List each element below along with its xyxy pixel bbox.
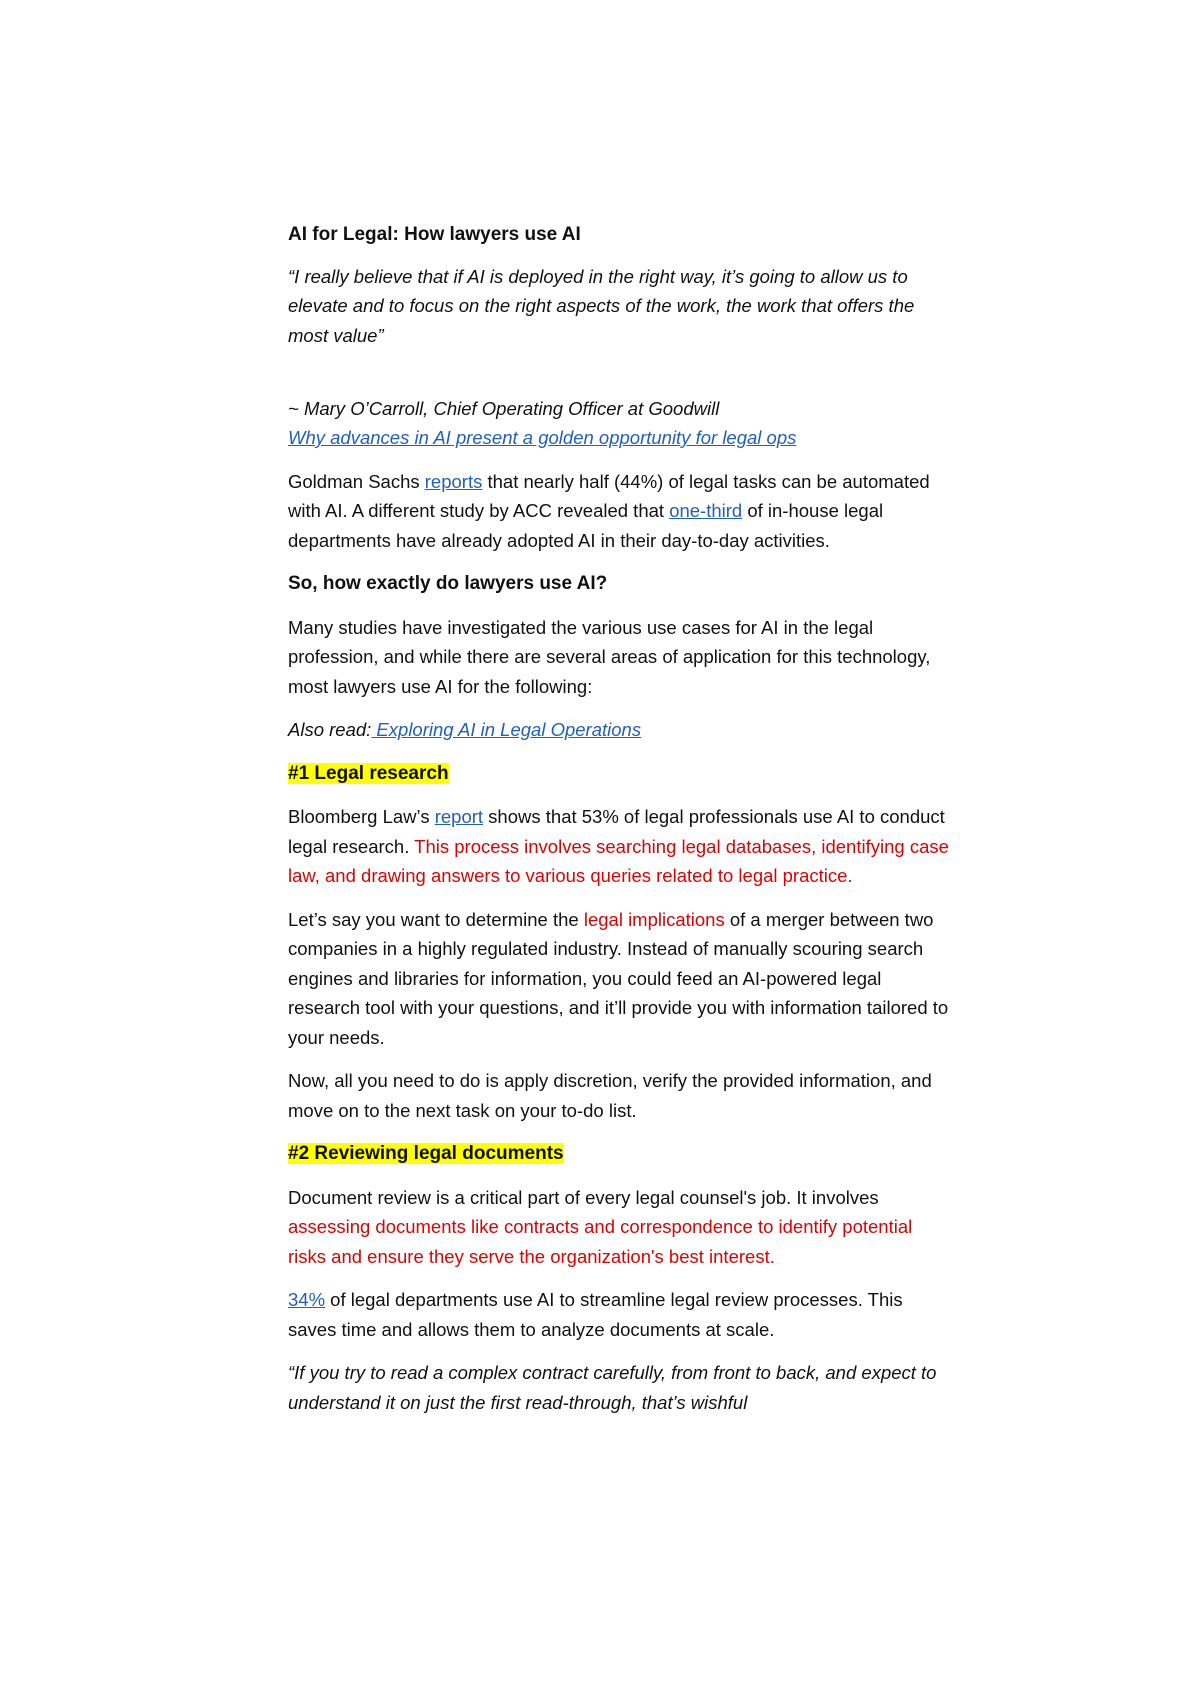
- text: of a merger between two companies in a highly regulated industry. Instead of manually scouring search engines and libraries for information, you could feed an AI-powered legal research tool with your questions, and it’ll provide you with information tailored to your needs.: [288, 908, 949, 1048]
- highlighted-heading: #1 Legal research: [288, 762, 449, 784]
- subheading: So, how exactly do lawyers use AI?: [288, 573, 608, 594]
- red-text: legal implications: [583, 908, 725, 930]
- text: that nearly half (44%) of legal tasks can be automated with AI. A different study by ACC revealed that: [288, 470, 930, 521]
- exploring-ai-link[interactable]: Exploring AI in Legal Operations: [371, 719, 642, 740]
- text: of legal departments use AI to streamline legal review processes. This saves time and allows them to analyze documents at scale.: [288, 1289, 903, 1340]
- paragraph-use-cases: Many studies have investigated the various use cases for AI in the legal profession, and while there are several areas of application for this technology, most lawyers use AI for the following:: [288, 616, 931, 697]
- paragraph-intro: [288, 467, 952, 556]
- contract-quote: “If you try to read a complex contract carefully, from front to back, and expect to understand it on just the first read-through, that’s wishful: [288, 1362, 937, 1413]
- bloomberg-report-link[interactable]: report: [434, 806, 484, 827]
- quote-attribution: ~ Mary O’Carroll, Chief Operating Officer at Goodwill: [288, 397, 720, 419]
- reports-link[interactable]: reports: [424, 470, 483, 492]
- one-third-link[interactable]: one-third: [669, 500, 743, 521]
- paragraph-discretion: Now, all you need to do is apply discretion, verify the provided information, and move on to the next task on your to-do list.: [288, 1070, 932, 1121]
- page-title: AI for Legal: How lawyers use AI: [288, 224, 581, 245]
- highlighted-heading: #2 Reviewing legal documents: [288, 1143, 564, 1164]
- paragraph-document-review: [288, 1183, 952, 1272]
- section-heading-reviewing-documents: [288, 1139, 952, 1169]
- text: Goldman Sachs: [288, 470, 425, 492]
- paragraph-bloomberg: [288, 802, 952, 891]
- text: of in-house legal departments have already adopted AI in their day-to-day activities.: [288, 500, 884, 551]
- text: Let’s say you want to determine the: [288, 908, 584, 930]
- also-read-label: Also read:: [288, 719, 372, 740]
- paragraph-merger: [288, 905, 952, 1053]
- paragraph-legal-departments: [288, 1285, 952, 1344]
- red-text: assessing documents like contracts and correspondence to identify potential risks and ensure they serve the organization's best interest.: [288, 1216, 913, 1267]
- golden-opportunity-link[interactable]: Why advances in AI present a golden opportunity for legal ops: [288, 427, 797, 448]
- also-read: [288, 715, 952, 745]
- opening-quote: “I really believe that if AI is deployed in the right way, it’s going to allow us to elevate and to focus on the right aspects of the work, the work that offers the most value”: [288, 265, 915, 346]
- quote-attribution-block: [288, 394, 952, 453]
- thirty-four-percent-link[interactable]: 34%: [288, 1289, 326, 1310]
- text: Document review is a critical part of every legal counsel's job. It involves: [288, 1186, 879, 1208]
- text: shows that 53% of legal professionals use AI to conduct legal research.: [288, 806, 945, 857]
- red-text: This process involves searching legal databases, identifying case law, and drawing answers to various queries related to legal practice.: [288, 835, 949, 886]
- text: Bloomberg Law’s: [288, 806, 435, 827]
- spacer: [288, 364, 952, 394]
- document-body: [288, 220, 952, 1431]
- section-heading-legal-research: [288, 759, 952, 789]
